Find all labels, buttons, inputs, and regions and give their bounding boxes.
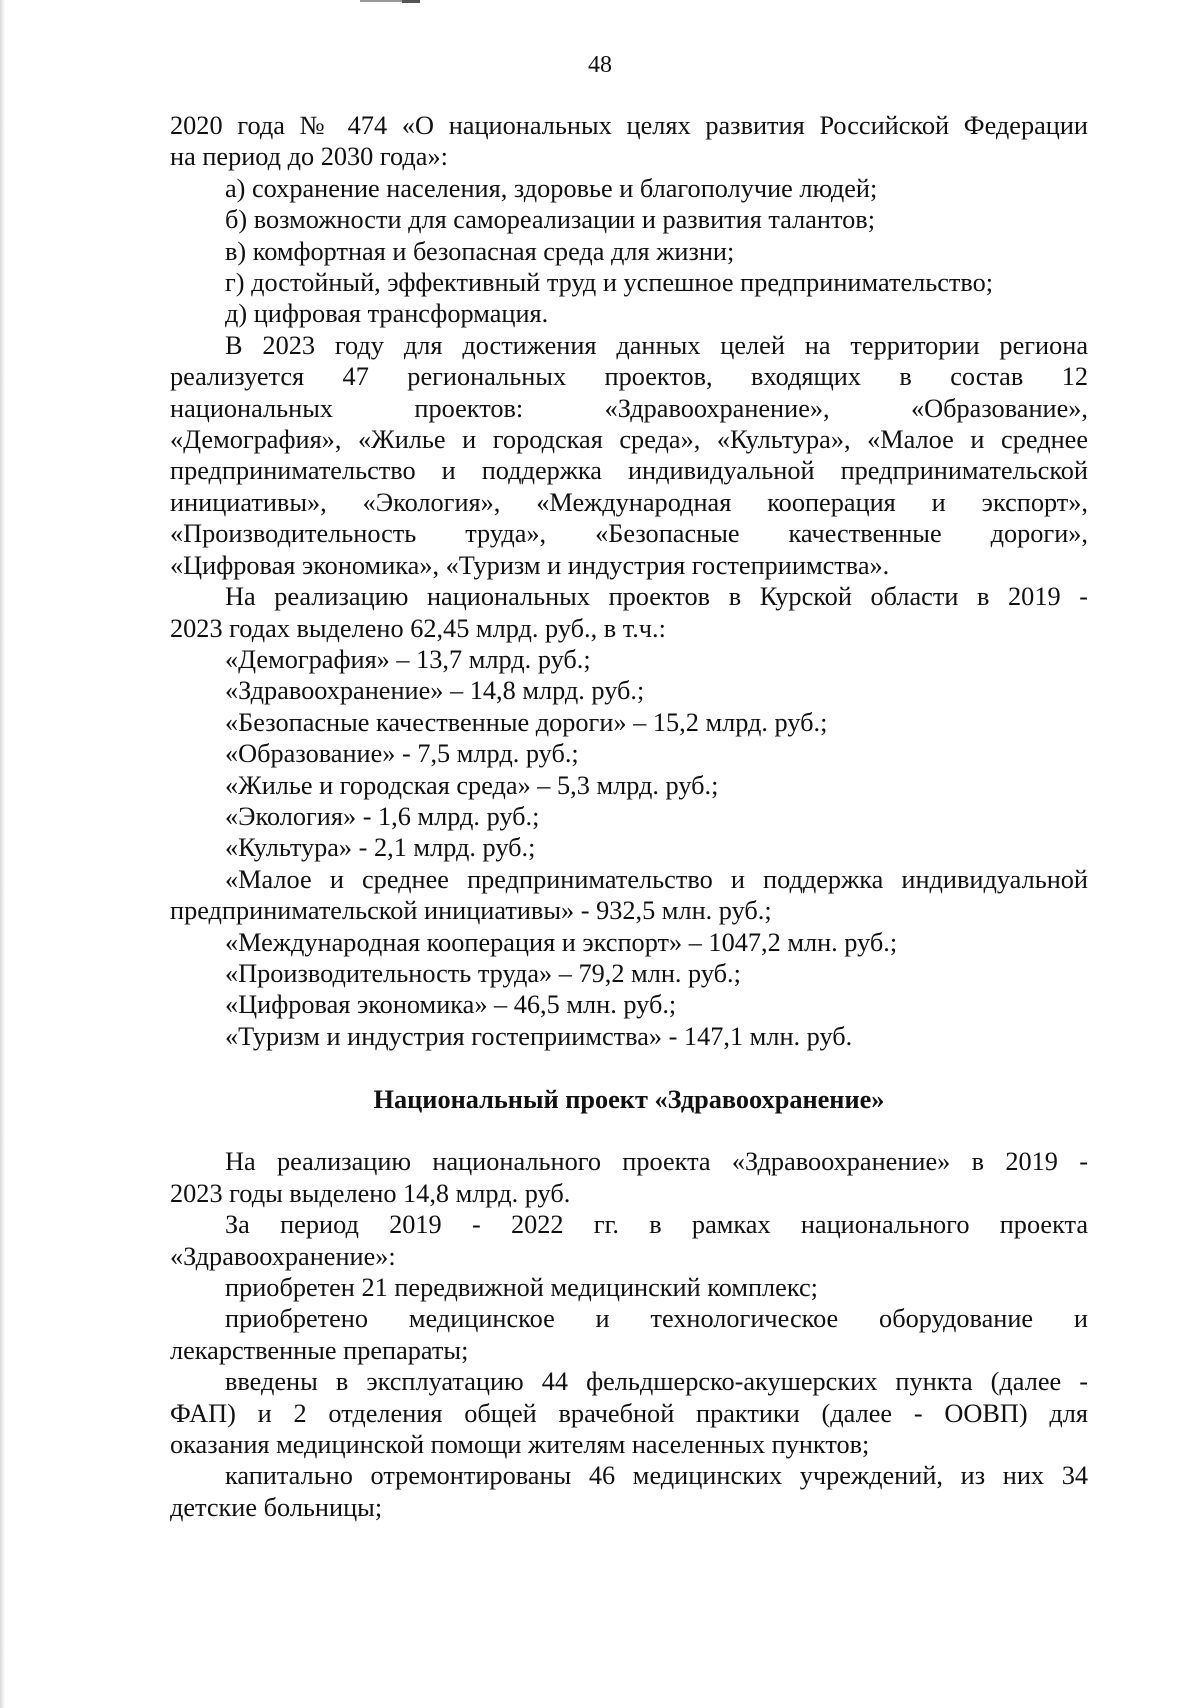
projects-paragraph-line: национальных проектов: «Здравоохранение», «Образование», xyxy=(170,393,1088,423)
funding-item-demography: «Демография» – 13,7 млрд. руб.; xyxy=(225,644,591,674)
document-body xyxy=(170,110,1088,1523)
funding-item-health: «Здравоохранение» – 14,8 млрд. руб.; xyxy=(225,676,645,706)
funding-item-ecology: «Экология» - 1,6 млрд. руб.; xyxy=(225,801,540,831)
funding-item-tourism: «Туризм и индустрия гостеприимства» - 147,1 млн. руб. xyxy=(225,1021,853,1051)
funding-item-roads: «Безопасные качественные дороги» – 15,2 млрд. руб.; xyxy=(225,707,828,737)
health-paragraph-line: приобретено медицинское и технологическое оборудование и xyxy=(225,1304,1088,1334)
page-number: 48 xyxy=(588,52,612,78)
funding-paragraph-line: 2023 годах выделено 62,45 млрд. руб., в т.ч.: xyxy=(170,613,666,643)
goal-item: г) достойный, эффективный труд и успешное предпринимательство; xyxy=(225,268,994,298)
scan-edge-shadow xyxy=(0,0,5,1708)
health-paragraph-line: лекарственные препараты; xyxy=(170,1335,469,1365)
health-paragraph-line: капитально отремонтированы 46 медицинских учреждений, из них 34 xyxy=(225,1461,1088,1491)
health-paragraph-line: приобретен 21 передвижной медицинский комплекс; xyxy=(225,1273,818,1302)
health-paragraph-line: введены в эксплуатацию 44 фельдшерско-акушерских пункта (далее - xyxy=(225,1367,1088,1397)
health-paragraph-line: На реализацию национального проекта «Здравоохранение» в 2019 - xyxy=(225,1147,1088,1177)
goal-item: в) комфортная и безопасная среда для жизни; xyxy=(225,236,735,266)
intro-line: 2020 года № 474 «О национальных целях развития Российской Федерации xyxy=(170,111,1088,140)
health-paragraph-line: детские больницы; xyxy=(170,1492,383,1522)
projects-paragraph-line: «Цифровая экономика», «Туризм и индустрия гостеприимства». xyxy=(170,550,890,580)
projects-paragraph-line: «Производительность труда», «Безопасные качественные дороги», xyxy=(170,519,1088,549)
intro-line: на период до 2030 года»: xyxy=(170,142,448,172)
health-paragraph-line: оказания медицинской помощи жителям населенных пунктов; xyxy=(170,1430,870,1460)
goal-item: б) возможности для самореализации и развития талантов; xyxy=(225,205,876,235)
projects-paragraph-line: инициативы», «Экология», «Международная кооперация и экспорт», xyxy=(170,487,1088,517)
scan-mark xyxy=(402,0,420,3)
projects-paragraph-line: предпринимательство и поддержка индивидуальной предпринимательской xyxy=(170,456,1088,486)
projects-paragraph-line: В 2023 году для достижения данных целей на территории региона xyxy=(225,330,1088,360)
goal-item: а) сохранение населения, здоровье и благополучие людей; xyxy=(225,173,878,203)
funding-item-education: «Образование» - 7,5 млрд. руб.; xyxy=(225,739,579,769)
goal-item: д) цифровая трансформация. xyxy=(225,299,549,329)
funding-item-sme: предпринимательской инициативы» - 932,5 млн. руб.; xyxy=(170,896,772,926)
health-paragraph-line: 2023 годы выделено 14,8 млрд. руб. xyxy=(170,1178,571,1208)
funding-item-digital: «Цифровая экономика» – 46,5 млн. руб.; xyxy=(225,990,677,1020)
funding-item-culture: «Культура» - 2,1 млрд. руб.; xyxy=(225,833,536,863)
funding-item-housing: «Жилье и городская среда» – 5,3 млрд. руб.; xyxy=(225,770,719,800)
projects-paragraph-line: реализуется 47 региональных проектов, входящих в состав 12 xyxy=(170,362,1088,392)
section-title: Национальный проект «Здравоохранение» xyxy=(373,1084,885,1114)
funding-item-sme: «Малое и среднее предпринимательство и поддержка индивидуальной xyxy=(225,864,1088,894)
health-paragraph-line: ФАП) и 2 отделения общей врачебной практики (далее - ООВП) для xyxy=(170,1398,1088,1428)
health-paragraph-line: За период 2019 - 2022 гг. в рамках национального проекта xyxy=(225,1210,1088,1240)
funding-item-productivity: «Производительность труда» – 79,2 млн. руб.; xyxy=(225,958,741,988)
funding-paragraph-line: На реализацию национальных проектов в Курской области в 2019 - xyxy=(225,582,1088,612)
health-paragraph-line: «Здравоохранение»: xyxy=(170,1241,396,1271)
funding-item-export: «Международная кооперация и экспорт» – 1047,2 млн. руб.; xyxy=(225,927,898,957)
projects-paragraph-line: «Демография», «Жилье и городская среда», «Культура», «Малое и среднее xyxy=(170,425,1088,455)
